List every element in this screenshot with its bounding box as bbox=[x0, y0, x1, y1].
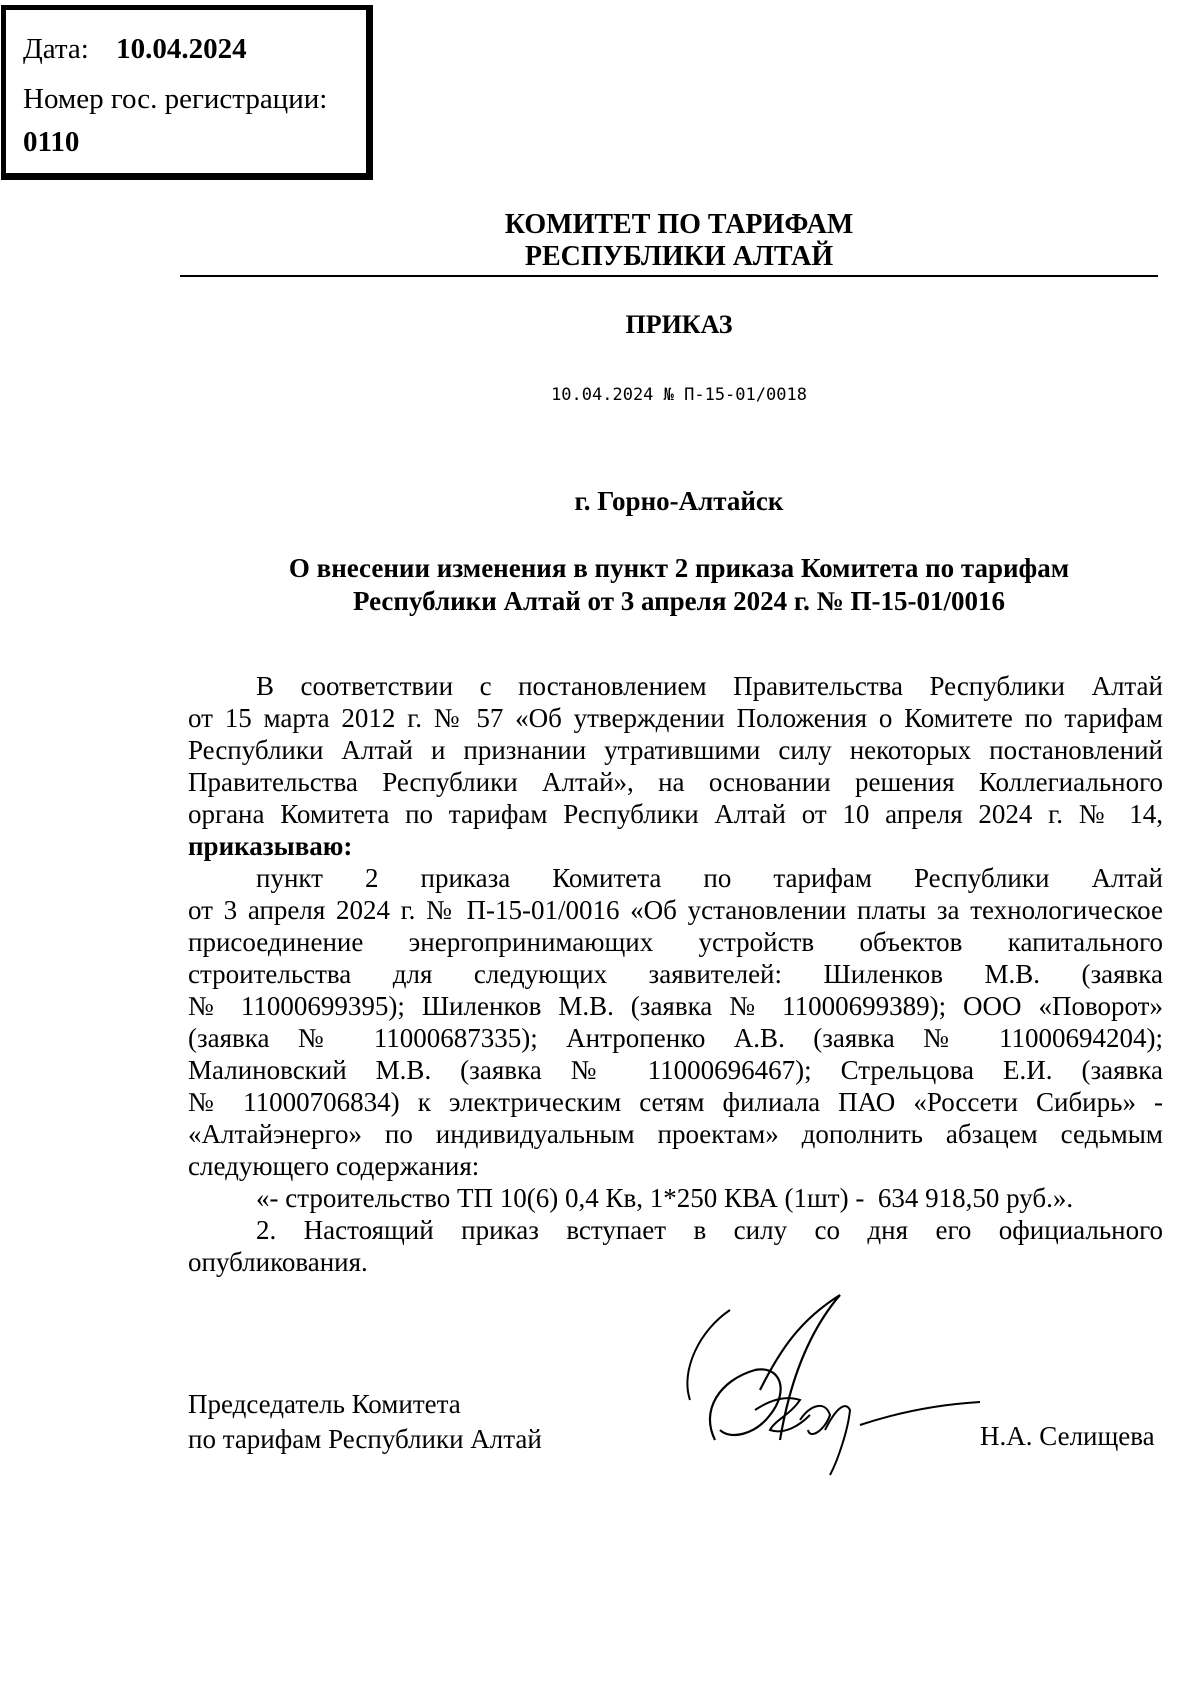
stamp-reg-value: 0110 bbox=[23, 126, 80, 158]
item1-line: Малиновский М.В. (заявка № 11000696467); Стрельцова Е.И. (заявка bbox=[188, 1055, 1163, 1085]
signatory-position bbox=[188, 1387, 542, 1457]
signer-name: Н.А. Селищева bbox=[980, 1421, 1155, 1451]
item1-line: от 3 апреля 2024 г. № П-15-01/0016 «Об установлении платы за технологическое bbox=[188, 895, 1163, 925]
item1-line: № 11000706834) к электрическим сетям филиала ПАО «Россети Сибирь» - bbox=[188, 1087, 1163, 1117]
position-line1: Председатель Комитета bbox=[188, 1389, 461, 1419]
item2-line: опубликования. bbox=[188, 1247, 368, 1277]
city: г. Горно-Алтайск bbox=[574, 486, 784, 516]
insertion-line: «- строительство ТП 10(6) 0,4 Кв, 1*250 КВА (1шт) - 634 918,50 руб.». bbox=[256, 1183, 1074, 1213]
doc-number: 10.04.2024 № П-15-01/0018 bbox=[551, 385, 807, 405]
item1-line: «Алтайэнерго» по индивидуальным проектам» дополнить абзацем седьмым bbox=[188, 1119, 1163, 1149]
order-body bbox=[188, 670, 1163, 1278]
order-word: приказываю: bbox=[188, 831, 353, 861]
org-name-line2: РЕСПУБЛИКИ АЛТАЙ bbox=[524, 241, 834, 272]
header-divider bbox=[180, 275, 1158, 277]
item1-line: пункт 2 приказа Комитета по тарифам Республики Алтай bbox=[256, 863, 1163, 893]
position-line2: по тарифам Республики Алтай bbox=[188, 1424, 542, 1454]
org-name-line1: КОМИТЕТ ПО ТАРИФАМ bbox=[504, 209, 854, 240]
preamble-line: В соответствии с постановлением Правительства Республики Алтай bbox=[256, 671, 1163, 701]
item1-line: (заявка № 11000687335); Антропенко А.В. (заявка № 11000694204); bbox=[188, 1023, 1163, 1053]
item1-line: № 11000699395); Шиленков М.В. (заявка № 11000699389); ООО «Поворот» bbox=[188, 991, 1163, 1021]
stamp-reg-label: Номер гос. регистрации: bbox=[23, 83, 328, 115]
item1-line: следующего содержания: bbox=[188, 1151, 480, 1181]
preamble-line: Правительства Республики Алтай», на основании решения Коллегиального bbox=[188, 767, 1163, 797]
preamble-line: органа Комитета по тарифам Республики Алтай от 10 апреля 2024 г. № 14, bbox=[188, 799, 1163, 829]
handwritten-signature bbox=[660, 1290, 980, 1490]
stamp-date-value: 10.04.2024 bbox=[116, 33, 247, 65]
preamble-line: Республики Алтай и признании утратившими силу некоторых постановлений bbox=[188, 735, 1163, 765]
registration-stamp bbox=[1, 5, 373, 180]
item1-line: присоединение энергопринимающих устройств объектов капитального bbox=[188, 927, 1163, 957]
item1-line: строительства для следующих заявителей: Шиленков М.В. (заявка bbox=[188, 959, 1163, 989]
doc-type: ПРИКАЗ bbox=[625, 310, 733, 339]
subject-line1: О внесении изменения в пункт 2 приказа Комитета по тарифам bbox=[288, 553, 1070, 583]
item2-line: 2. Настоящий приказ вступает в силу со дня его официального bbox=[256, 1215, 1163, 1245]
subject-line2: Республики Алтай от 3 апреля 2024 г. № П-15-01/0016 bbox=[352, 586, 1006, 616]
preamble-line: от 15 марта 2012 г. № 57 «Об утверждении Положения о Комитете по тарифам bbox=[188, 703, 1163, 733]
stamp-date-label: Дата: bbox=[23, 33, 89, 65]
stamp-date-row bbox=[23, 32, 247, 66]
